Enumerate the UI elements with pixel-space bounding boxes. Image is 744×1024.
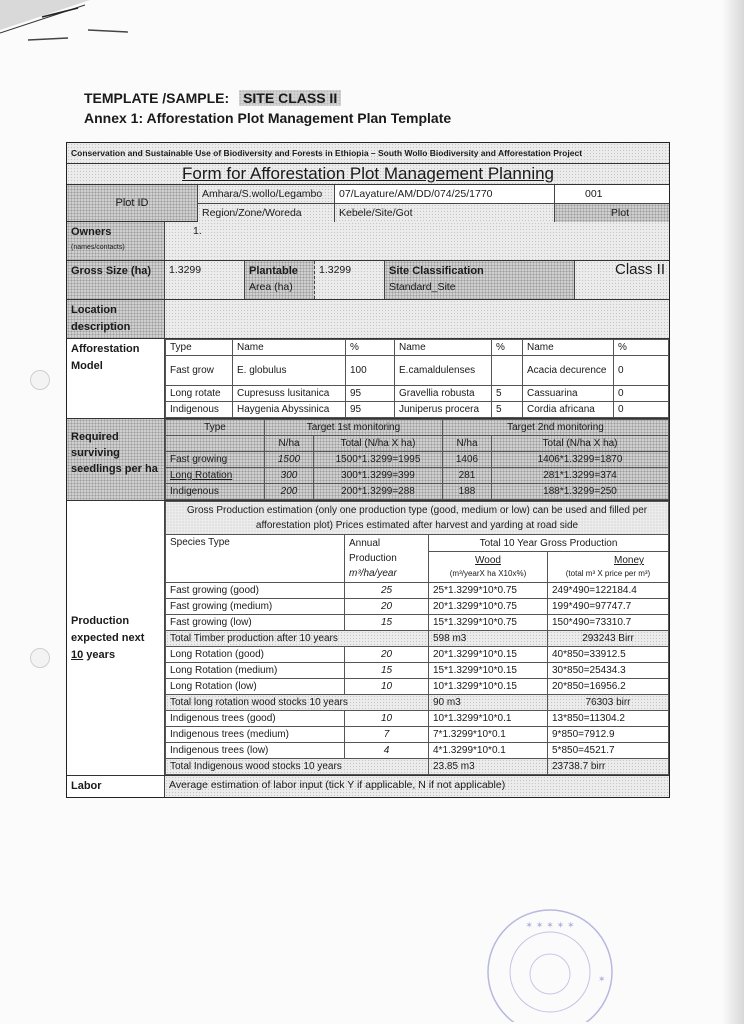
annual-cell[interactable]: 4 bbox=[345, 743, 429, 759]
col-type: Type bbox=[166, 340, 233, 356]
folded-corner-marks bbox=[0, 0, 140, 60]
col-species: Species Type bbox=[166, 535, 345, 583]
years-text: years bbox=[83, 648, 116, 661]
form-title-text: Form for Afforestation Plot Management Planning bbox=[182, 164, 554, 183]
species-cell: Fast growing (low) bbox=[166, 615, 345, 631]
percent-cell[interactable]: 100 bbox=[346, 356, 395, 386]
col-nha: N/ha bbox=[443, 436, 492, 452]
production-label-line3 bbox=[71, 647, 160, 664]
species-cell[interactable]: Acacia decurence bbox=[523, 356, 614, 386]
percent-cell[interactable]: 95 bbox=[346, 402, 395, 418]
total-row bbox=[166, 695, 669, 711]
table-row bbox=[166, 386, 669, 402]
percent-cell[interactable]: 0 bbox=[614, 356, 669, 386]
template-label: TEMPLATE /SAMPLE: bbox=[84, 90, 230, 106]
afforestation-model-label bbox=[67, 339, 165, 418]
money-cell[interactable]: 30*850=25434.3 bbox=[548, 663, 669, 679]
total-label: Total Indigenous wood stocks 10 years bbox=[166, 759, 429, 775]
percent-cell[interactable]: 5 bbox=[492, 386, 523, 402]
gross-size-label: Gross Size (ha) bbox=[67, 261, 165, 299]
production-table bbox=[165, 501, 669, 775]
total-label: Total long rotation wood stocks 10 years bbox=[166, 695, 429, 711]
wood-cell[interactable]: 20*1.3299*10*0.75 bbox=[429, 599, 548, 615]
total-wood[interactable]: 90 m3 bbox=[429, 695, 548, 711]
seedlings-row bbox=[67, 419, 669, 501]
species-cell: Indigenous trees (good) bbox=[166, 711, 345, 727]
total-money[interactable]: 76303 birr bbox=[548, 695, 669, 711]
total-cell[interactable]: 200*1.3299=288 bbox=[314, 484, 443, 500]
gross-size-value[interactable]: 1.3299 bbox=[165, 261, 245, 299]
production-label bbox=[67, 501, 165, 775]
percent-cell[interactable] bbox=[492, 356, 523, 386]
page-edge-shadow bbox=[722, 0, 744, 1024]
form-title bbox=[67, 164, 669, 184]
years-number: 10 bbox=[71, 648, 84, 661]
col-name: Name bbox=[395, 340, 492, 356]
production-label-line1: Production bbox=[71, 614, 130, 627]
col-annual bbox=[345, 535, 429, 583]
species-cell: Fast growing (good) bbox=[166, 583, 345, 599]
table-row bbox=[166, 402, 669, 418]
plot-id-row bbox=[67, 185, 669, 222]
owners-label-cell bbox=[67, 222, 165, 260]
location-row bbox=[67, 300, 669, 339]
wood-cell[interactable]: 7*1.3299*10*0.1 bbox=[429, 727, 548, 743]
species-cell[interactable]: E.camaldulenses bbox=[395, 356, 492, 386]
table-row bbox=[166, 583, 669, 599]
table-row bbox=[166, 647, 669, 663]
species-cell[interactable]: Gravellia robusta bbox=[395, 386, 492, 402]
table-row bbox=[166, 356, 669, 386]
project-name: Conservation and Sustainable Use of Biodiversity and Forests in Ethiopia – South Wollo Biodiversity and Afforestation Project bbox=[67, 143, 669, 163]
plantable-label: Plantable bbox=[249, 265, 298, 277]
total-row bbox=[166, 759, 669, 775]
annual-cell[interactable]: 15 bbox=[345, 663, 429, 679]
col-wood bbox=[429, 552, 548, 583]
total-wood[interactable]: 23.85 m3 bbox=[429, 759, 548, 775]
species-cell: Indigenous trees (low) bbox=[166, 743, 345, 759]
plot-label: Plot bbox=[555, 204, 669, 222]
kebele-value[interactable]: 07/Layature/AM/DD/074/25/1770 bbox=[335, 185, 555, 203]
col-target2: Target 2nd monitoring bbox=[443, 420, 669, 436]
table-header-row bbox=[166, 420, 669, 436]
nha-cell[interactable]: 1406 bbox=[443, 452, 492, 468]
table-row bbox=[166, 679, 669, 695]
table-row bbox=[166, 484, 669, 500]
annual-cell[interactable]: 10 bbox=[345, 711, 429, 727]
species-cell: Long Rotation (low) bbox=[166, 679, 345, 695]
production-intro-row bbox=[166, 502, 669, 535]
total-cell[interactable]: 1406*1.3299=1870 bbox=[492, 452, 669, 468]
afforestation-label-line2: Model bbox=[71, 360, 103, 372]
region-label: Region/Zone/Woreda bbox=[198, 204, 335, 222]
annual-cell[interactable]: 7 bbox=[345, 727, 429, 743]
table-row bbox=[166, 711, 669, 727]
site-class-value[interactable]: Class II bbox=[575, 261, 669, 299]
wood-cell[interactable]: 10*1.3299*10*0.15 bbox=[429, 679, 548, 695]
annual-cell[interactable]: 10 bbox=[345, 679, 429, 695]
annex-title: Annex 1: Afforestation Plot Management Plan Template bbox=[84, 110, 452, 126]
site-class-label: Site Classification bbox=[389, 265, 484, 277]
site-class-tag: SITE CLASS II bbox=[239, 90, 341, 106]
table-row bbox=[166, 743, 669, 759]
production-intro: Gross Production estimation (only one production type (good, medium or low) can be used and filled per afforestation plot) Prices estimated after harvest and yarding at road side bbox=[166, 502, 669, 535]
wood-cell[interactable]: 15*1.3299*10*0.15 bbox=[429, 663, 548, 679]
percent-cell[interactable]: 95 bbox=[346, 386, 395, 402]
table-row bbox=[166, 468, 669, 484]
location-label-line1: Location bbox=[71, 304, 117, 316]
money-cell[interactable]: 249*490=122184.4 bbox=[548, 583, 669, 599]
region-value[interactable]: Amhara/S.wollo/Legambo bbox=[198, 185, 335, 203]
owners-sublabel: (names/contacts) bbox=[71, 244, 125, 251]
labor-label: Labor bbox=[67, 776, 165, 797]
total-cell[interactable]: 281*1.3299=374 bbox=[492, 468, 669, 484]
col-name: Name bbox=[523, 340, 614, 356]
punch-hole bbox=[30, 370, 50, 390]
species-cell: Long Rotation (medium) bbox=[166, 663, 345, 679]
total-cell[interactable]: 188*1.3299=250 bbox=[492, 484, 669, 500]
col-total: Total (N/ha X ha) bbox=[492, 436, 669, 452]
annual-cell[interactable]: 20 bbox=[345, 647, 429, 663]
money-cell[interactable]: 199*490=97747.7 bbox=[548, 599, 669, 615]
wood-cell[interactable]: 4*1.3299*10*0.1 bbox=[429, 743, 548, 759]
total-cell[interactable]: 1500*1.3299=1995 bbox=[314, 452, 443, 468]
svg-text:✶: ✶ bbox=[598, 975, 606, 985]
plot-management-form bbox=[66, 142, 670, 798]
col-name: Name bbox=[233, 340, 346, 356]
col-wood-formula: (m³/yearX ha X10x%) bbox=[449, 569, 527, 579]
species-cell: Fast growing (medium) bbox=[166, 599, 345, 615]
table-row bbox=[166, 599, 669, 615]
type-cell: Fast grow bbox=[166, 356, 233, 386]
document-heading bbox=[84, 88, 451, 128]
labor-row bbox=[67, 776, 669, 797]
official-stamp bbox=[478, 892, 618, 1022]
svg-text:✶ ✶ ✶ ✶ ✶: ✶ ✶ ✶ ✶ ✶ bbox=[525, 921, 575, 931]
seedlings-table bbox=[165, 419, 669, 500]
annual-cell[interactable]: 25 bbox=[345, 583, 429, 599]
plantable-value[interactable]: 1.3299 bbox=[315, 261, 385, 299]
type-cell: Indigenous bbox=[166, 484, 265, 500]
type-cell: Fast growing bbox=[166, 452, 265, 468]
empty-cell bbox=[166, 436, 265, 452]
col-total: Total (N/ha X ha) bbox=[314, 436, 443, 452]
species-cell[interactable]: E. globulus bbox=[233, 356, 346, 386]
species-cell[interactable]: Cordia africana bbox=[523, 402, 614, 418]
site-class-label-cell bbox=[385, 261, 575, 299]
col-target1: Target 1st monitoring bbox=[265, 420, 443, 436]
wood-cell[interactable]: 15*1.3299*10*0.75 bbox=[429, 615, 548, 631]
col-percent: % bbox=[614, 340, 669, 356]
location-value[interactable] bbox=[165, 300, 669, 338]
money-cell[interactable]: 150*490=73310.7 bbox=[548, 615, 669, 631]
kebele-label: Kebele/Site/Got bbox=[335, 204, 555, 222]
species-cell[interactable]: Juniperus procera bbox=[395, 402, 492, 418]
money-cell[interactable]: 9*850=7912.9 bbox=[548, 727, 669, 743]
nha-cell[interactable]: 281 bbox=[443, 468, 492, 484]
table-row bbox=[166, 663, 669, 679]
afforestation-model-table bbox=[165, 339, 669, 418]
col-annual-line2: Production bbox=[349, 553, 397, 564]
money-cell[interactable]: 40*850=33912.5 bbox=[548, 647, 669, 663]
total-label: Total Timber production after 10 years bbox=[166, 631, 429, 647]
col-total-production: Total 10 Year Gross Production bbox=[429, 535, 669, 552]
annual-cell[interactable]: 15 bbox=[345, 615, 429, 631]
plantable-sublabel: Area (ha) bbox=[249, 281, 293, 293]
col-annual-unit: m³/ha/year bbox=[349, 568, 397, 579]
col-annual-line1: Annual bbox=[349, 538, 381, 549]
total-money[interactable]: 293243 Birr bbox=[548, 631, 669, 647]
production-label-line2: expected next bbox=[71, 631, 145, 644]
money-cell[interactable]: 5*850=4521.7 bbox=[548, 743, 669, 759]
species-cell: Indigenous trees (medium) bbox=[166, 727, 345, 743]
nha-cell[interactable]: 188 bbox=[443, 484, 492, 500]
production-row bbox=[67, 501, 669, 776]
seedlings-label: Required surviving seedlings per ha bbox=[67, 419, 165, 500]
wood-cell[interactable]: 25*1.3299*10*0.75 bbox=[429, 583, 548, 599]
species-cell[interactable]: Haygenia Abyssinica bbox=[233, 402, 346, 418]
plantable-label-cell bbox=[245, 261, 315, 299]
table-row bbox=[166, 727, 669, 743]
owners-label: Owners bbox=[71, 226, 112, 238]
species-cell[interactable]: Cupresuss lusitanica bbox=[233, 386, 346, 402]
afforestation-model-row bbox=[67, 339, 669, 419]
nha-cell[interactable]: 200 bbox=[265, 484, 314, 500]
plot-value[interactable]: 001 bbox=[585, 188, 603, 200]
table-header-row bbox=[166, 340, 669, 356]
table-subheader-row bbox=[166, 436, 669, 452]
labor-instruction: Average estimation of labor input (tick Y if applicable, N if not applicable) bbox=[165, 776, 669, 797]
table-header-row bbox=[166, 535, 669, 552]
money-cell[interactable]: 13*850=11304.2 bbox=[548, 711, 669, 727]
table-row bbox=[166, 615, 669, 631]
type-cell: Long Rotation bbox=[166, 468, 265, 484]
table-row bbox=[166, 452, 669, 468]
total-row bbox=[166, 631, 669, 647]
nha-cell[interactable]: 300 bbox=[265, 468, 314, 484]
money-cell[interactable]: 20*850=16956.2 bbox=[548, 679, 669, 695]
percent-cell[interactable]: 0 bbox=[614, 386, 669, 402]
col-money bbox=[548, 552, 669, 583]
plot-id-label: Plot ID bbox=[67, 185, 198, 221]
total-money[interactable]: 23738.7 birr bbox=[548, 759, 669, 775]
wood-cell[interactable]: 10*1.3299*10*0.1 bbox=[429, 711, 548, 727]
afforestation-label-line1: Afforestation bbox=[71, 343, 140, 355]
location-label bbox=[67, 300, 165, 338]
percent-cell[interactable]: 5 bbox=[492, 402, 523, 418]
species-cell[interactable]: Cassuarina bbox=[523, 386, 614, 402]
type-cell: Indigenous bbox=[166, 402, 233, 418]
type-cell: Long rotate bbox=[166, 386, 233, 402]
col-money-label: Money bbox=[613, 555, 644, 567]
col-nha: N/ha bbox=[265, 436, 314, 452]
col-percent: % bbox=[492, 340, 523, 356]
total-wood[interactable]: 598 m3 bbox=[429, 631, 548, 647]
annual-cell[interactable]: 20 bbox=[345, 599, 429, 615]
col-percent: % bbox=[346, 340, 395, 356]
percent-cell[interactable]: 0 bbox=[614, 402, 669, 418]
site-class-sublabel: Standard_Site bbox=[389, 281, 456, 293]
owners-row bbox=[67, 222, 669, 261]
owners-value[interactable]: 1. bbox=[165, 222, 669, 260]
punch-hole bbox=[30, 648, 50, 668]
total-cell[interactable]: 300*1.3299=399 bbox=[314, 468, 443, 484]
col-money-formula: (total m³ X price per m³) bbox=[565, 569, 651, 579]
nha-cell[interactable]: 1500 bbox=[265, 452, 314, 468]
gross-size-row bbox=[67, 261, 669, 300]
col-wood-label: Wood bbox=[475, 555, 501, 567]
location-label-line2: description bbox=[71, 321, 131, 333]
wood-cell[interactable]: 20*1.3299*10*0.15 bbox=[429, 647, 548, 663]
species-cell: Long Rotation (good) bbox=[166, 647, 345, 663]
col-type: Type bbox=[166, 420, 265, 436]
